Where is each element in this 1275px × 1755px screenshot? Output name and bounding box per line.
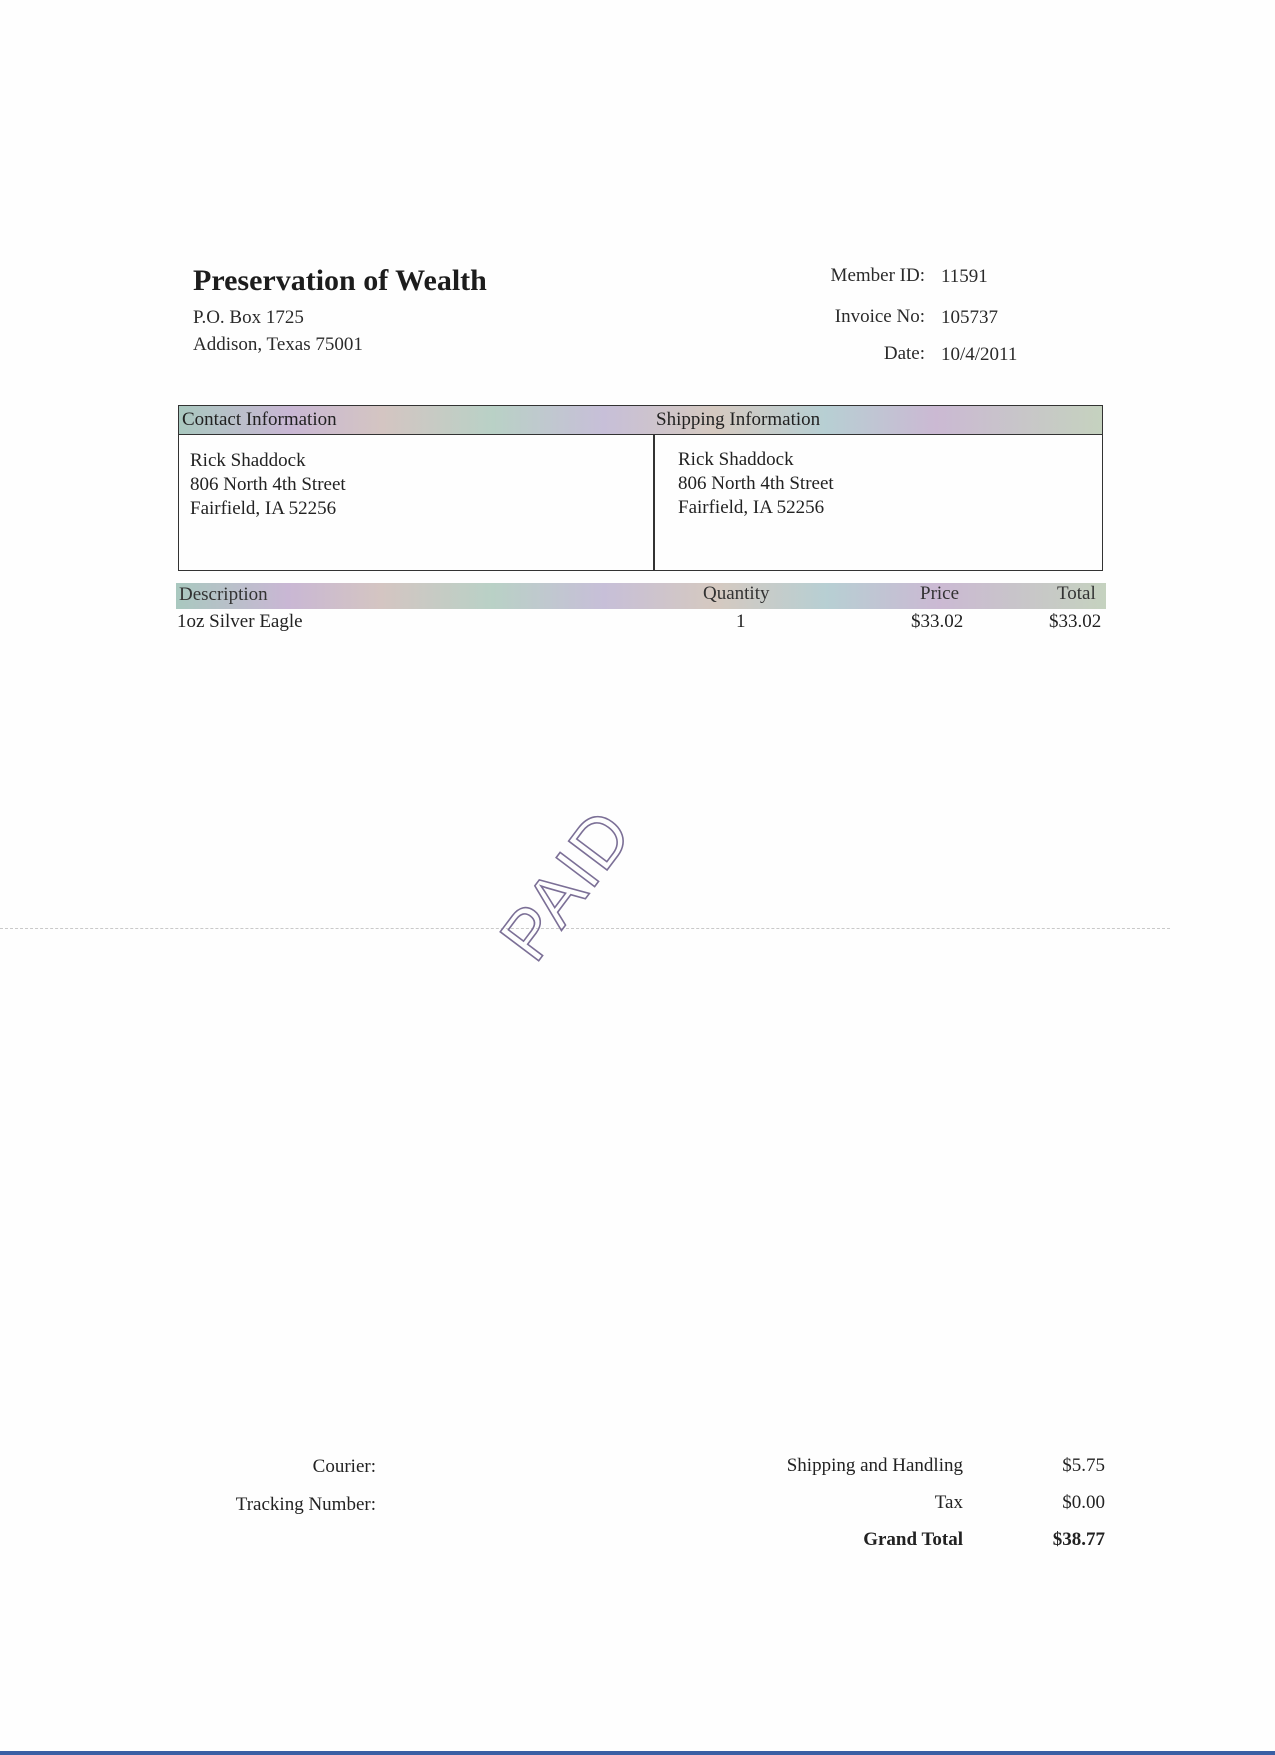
column-header-price: Price (920, 583, 960, 604)
column-header-quantity: Quantity (703, 583, 770, 604)
grand-total-value: $38.77 (1052, 1529, 1105, 1550)
shipping-name: Rick Shaddock (678, 449, 794, 470)
table-row (176, 611, 1106, 635)
invoice-no-value: 105737 (941, 307, 998, 328)
grand-total-label: Grand Total (863, 1529, 963, 1550)
contact-street: 806 North 4th Street (190, 474, 346, 495)
paid-stamp: PAID (484, 794, 648, 975)
tax-label: Tax (934, 1492, 963, 1513)
item-total: $33.02 (1049, 611, 1102, 632)
member-id-value: 11591 (941, 266, 988, 287)
item-price: $33.02 (911, 611, 964, 632)
company-address-line2: Addison, Texas 75001 (193, 334, 363, 355)
column-header-description: Description (179, 584, 268, 605)
contact-information-header: Contact Information (182, 409, 337, 430)
shipping-street: 806 North 4th Street (678, 473, 834, 494)
column-header-total: Total (1057, 583, 1096, 604)
date-label: Date: (883, 343, 925, 364)
scan-edge-strip (0, 1751, 1275, 1755)
invoice-no-label: Invoice No: (834, 306, 925, 327)
contact-city: Fairfield, IA 52256 (190, 498, 337, 519)
date-value: 10/4/2011 (941, 344, 1018, 365)
paper-fold-line (0, 928, 1170, 929)
company-address-line1: P.O. Box 1725 (193, 307, 304, 328)
info-column-divider (653, 435, 655, 571)
tracking-number-label: Tracking Number: (235, 1494, 376, 1515)
shipping-handling-label: Shipping and Handling (786, 1455, 963, 1476)
company-name: Preservation of Wealth (193, 264, 487, 297)
shipping-city: Fairfield, IA 52256 (678, 497, 825, 518)
contact-address (190, 449, 346, 521)
contact-shipping-box (178, 405, 1103, 571)
member-id-label: Member ID: (830, 265, 925, 286)
item-quantity: 1 (736, 611, 746, 632)
tax-value: $0.00 (1062, 1492, 1105, 1513)
contact-name: Rick Shaddock (190, 450, 306, 471)
info-header-bar (179, 406, 1102, 435)
shipping-address (678, 448, 834, 520)
shipping-information-header: Shipping Information (656, 409, 821, 430)
items-table-header (176, 583, 1106, 609)
courier-label: Courier: (312, 1456, 376, 1477)
item-description: 1oz Silver Eagle (177, 611, 303, 632)
shipping-handling-value: $5.75 (1062, 1455, 1105, 1476)
